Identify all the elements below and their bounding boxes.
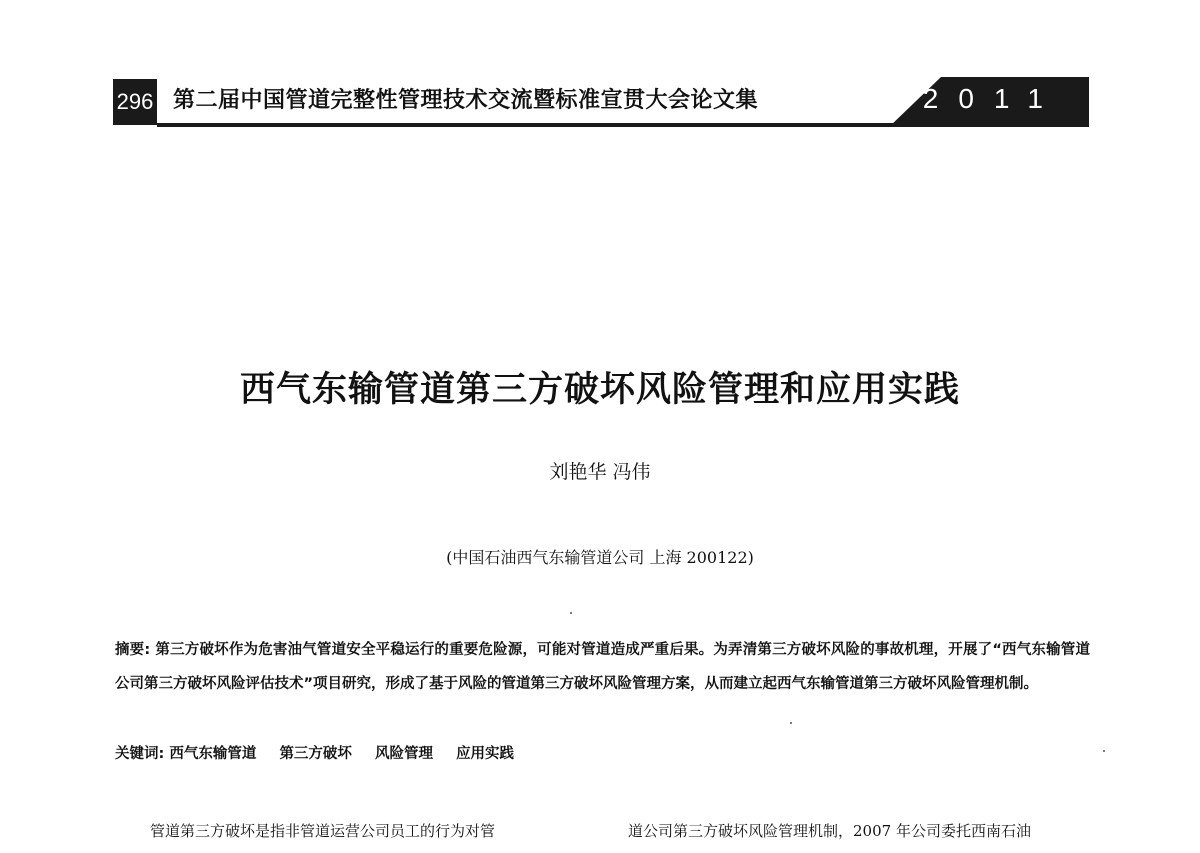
- scan-speck: [1103, 750, 1105, 752]
- keywords-label: 关键词:: [115, 746, 165, 762]
- page-number: 296: [113, 79, 157, 125]
- keyword: 风险管理: [375, 746, 433, 762]
- keyword: 应用实践: [456, 746, 515, 762]
- header-year: 2011: [922, 83, 1063, 114]
- scan-speck: [570, 612, 572, 614]
- body-column-left: 管道第三方破坏是指非管道运营公司员工的行为对管: [150, 822, 496, 840]
- abstract: [115, 633, 1090, 701]
- body-column-right: 道公司第三方破坏风险管理机制，2007 年公司委托西南石油: [628, 822, 1031, 840]
- conference-title: 第二届中国管道完整性管理技术交流暨标准宣贯大会论文集: [173, 88, 759, 113]
- keyword: 第三方破坏: [279, 746, 352, 762]
- paper-authors: 刘艳华 冯伟: [549, 461, 651, 483]
- running-header: [113, 77, 1089, 129]
- abstract-text: 第三方破坏作为危害油气管道安全平稳运行的重要危险源，可能对管道造成严重后果。为弄清第三方破坏风险的事故机理，开展了“西气东输管道公司第三方破坏风险评估技术”项目研究，形成了基于风险的管道第三方破坏风险管理方案，从而建立起西气东输管道第三方破坏风险管理机制。: [115, 642, 1090, 692]
- paper-affiliation: (中国石油西气东输管道公司 上海 200122): [446, 548, 754, 567]
- keywords: [115, 742, 1090, 763]
- keyword: 西气东输管道: [169, 746, 257, 762]
- scan-speck: [790, 722, 792, 724]
- abstract-label: 摘要:: [115, 642, 151, 658]
- paper-title: 西气东输管道第三方破坏风险管理和应用实践: [239, 370, 960, 410]
